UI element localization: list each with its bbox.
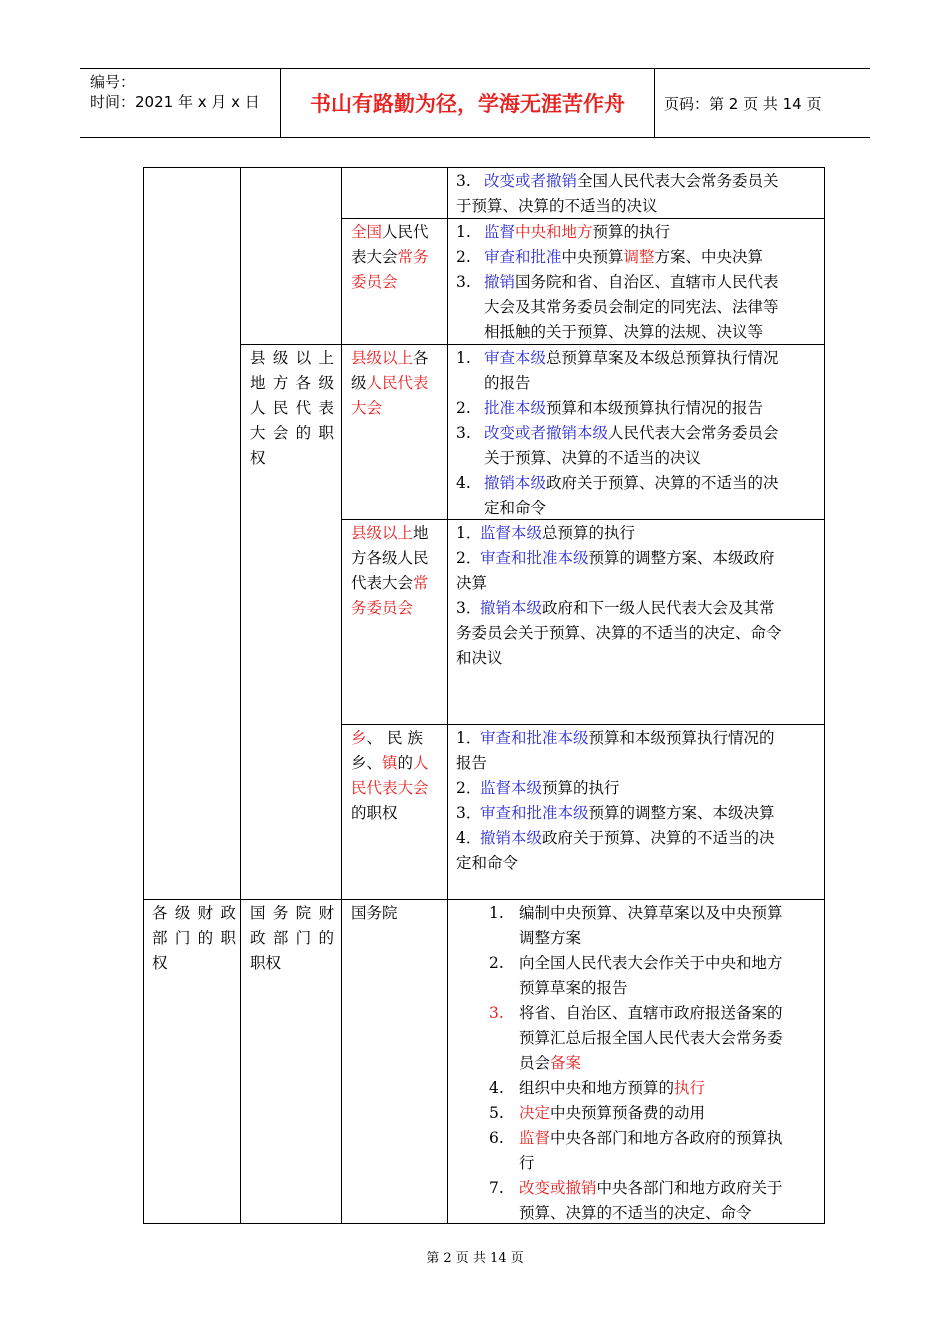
page-header xyxy=(80,68,870,138)
list-item: 1．监督本级总预算的执行 xyxy=(456,524,636,542)
row-divider xyxy=(144,899,825,900)
list-item: 1. 审查本级总预算草案及本级总预算执行情况 xyxy=(456,349,779,367)
list-item: 6. 监督中央各部门和地方各政府的预算执 xyxy=(489,1129,783,1147)
list-item: 2．审查和批准本级预算的调整方案、本级政府 xyxy=(456,549,775,567)
col-divider xyxy=(240,168,241,1223)
list-item: 3. 将省、自治区、直辖市政府报送备案的 xyxy=(489,1004,783,1022)
finance-body: 国务院 xyxy=(351,904,398,922)
list-item: 3．撤销本级政府和下一级人民代表大会及其常 xyxy=(456,599,775,617)
npc-continued-items xyxy=(456,169,821,219)
page-indicator: 页码：第 2 页 共 14 页 xyxy=(664,94,822,113)
township-powers: 1．审查和批准本级预算和本级预算执行情况的 报告 2．监督本级预算的执行 3．审查和批准本级预算的调整方案、本级决算 4．撤销本级政府关于预算、决算的不适当的决 定和命令 xyxy=(456,726,821,876)
list-item: 4. 撤销本级政府关于预算、决算的不适当的决 xyxy=(456,474,779,492)
list-item: 3. 改变或者撤销本级人民代表大会常务委员会 xyxy=(456,424,779,442)
finance-subcategory: 国 务 院 财 政 部 门 的 职权 xyxy=(250,904,334,972)
powers-table xyxy=(143,167,825,1224)
page-footer: 第 2 页 共 14 页 xyxy=(426,1251,524,1266)
list-item: 1. 编制中央预算、决算草案以及中央预算 xyxy=(489,904,783,922)
list-item: 2. 审查和批准中央预算调整方案、中央决算 xyxy=(456,248,764,266)
list-item: 1．审查和批准本级预算和本级预算执行情况的 xyxy=(456,729,775,747)
npcsc-body: 全国人民代 表大会常务 委员会 xyxy=(351,223,429,291)
finance-category: 各 级 财 政 部 门 的 职 权 xyxy=(152,904,236,972)
npcsc-powers: 1. 监督中央和地方预算的执行 2. 审查和批准中央预算调整方案、中央决算 3. 撤销国务院和省、自治区、直辖市人民代表 大会及其常务委员会制定的同宪法、法律等 相抵触的关于预算、决算的法规、决议等 xyxy=(456,220,821,345)
county-congress-body: 县级以上各 级人民代表 大会 xyxy=(351,349,429,417)
county-congress-powers: 1. 审查本级总预算草案及本级总预算执行情况 的报告 2. 批准本级预算和本级预算执行情况的报告 3. 改变或者撤销本级人民代表大会常务委员会 关于预算、决算的不适当的决议 4. 撤销本级政府关于预算、决算的不适当的决 定和命令 xyxy=(456,346,821,521)
header-motto: 书山有路勤为径，学海无涯苦作舟 xyxy=(310,92,625,116)
list-item: 4. 组织中央和地方预算的执行 xyxy=(489,1079,706,1097)
code-label: 编号： xyxy=(90,73,136,91)
finance-powers: 1. 编制中央预算、决算草案以及中央预算 调整方案 2. 向全国人民代表大会作关于中央和地方 预算草案的报告 3. 将省、自治区、直辖市政府报送备案的 预算汇总后报全国人民代表大会常务委 员会备案 4. 组织中央和地方预算的执行 5. 决定中央预算预备费的动用 6. 监督中央各部门和地方各政府的预算执 行 7. 改变或撤销中央各部门和地方政府关于 预算、决算的不适当的决定、命令 xyxy=(489,901,821,1226)
list-item: 1. 监督中央和地方预算的执行 xyxy=(456,223,671,241)
list-item: 4．撤销本级政府关于预算、决算的不适当的决 xyxy=(456,829,775,847)
list-item-cont: 于预算、决算的不适当的决议 xyxy=(456,197,658,215)
list-item: 2．监督本级预算的执行 xyxy=(456,779,620,797)
list-item: 2. 批准本级预算和本级预算执行情况的报告 xyxy=(456,399,764,417)
list-item: 5. 决定中央预算预备费的动用 xyxy=(489,1104,706,1122)
county-committee-body: 县级以上地 方各级人民 代表大会常 务委员会 xyxy=(351,524,429,617)
list-item: 7. 改变或撤销中央各部门和地方政府关于 xyxy=(489,1179,783,1197)
row-divider xyxy=(342,724,825,725)
list-item: 2. 向全国人民代表大会作关于中央和地方 xyxy=(489,954,783,972)
time-label: 时间：2021 年 x 月 x 日 xyxy=(90,93,260,111)
township-body: 乡、 民 族 乡、镇的人 民代表大会 的职权 xyxy=(351,729,429,822)
county-category: 县 级 以 上 地 方 各 级 人 民 代 表 大 会 的 职 权 xyxy=(250,349,334,467)
list-item: 3．审查和批准本级预算的调整方案、本级决算 xyxy=(456,804,775,822)
list-item: 3. 撤销国务院和省、自治区、直辖市人民代表 xyxy=(456,273,779,291)
county-committee-powers: 1．监督本级总预算的执行 2．审查和批准本级预算的调整方案、本级政府 决算 3．撤销本级政府和下一级人民代表大会及其常 务委员会关于预算、决算的不适当的决定、命令 和决议 xyxy=(456,521,821,671)
header-meta xyxy=(80,69,280,137)
col-divider xyxy=(447,168,448,1223)
list-item: 3. 改变或者撤销全国人民代表大会常务委员关 xyxy=(456,172,779,190)
header-divider xyxy=(654,69,655,137)
col-divider xyxy=(341,168,342,1223)
